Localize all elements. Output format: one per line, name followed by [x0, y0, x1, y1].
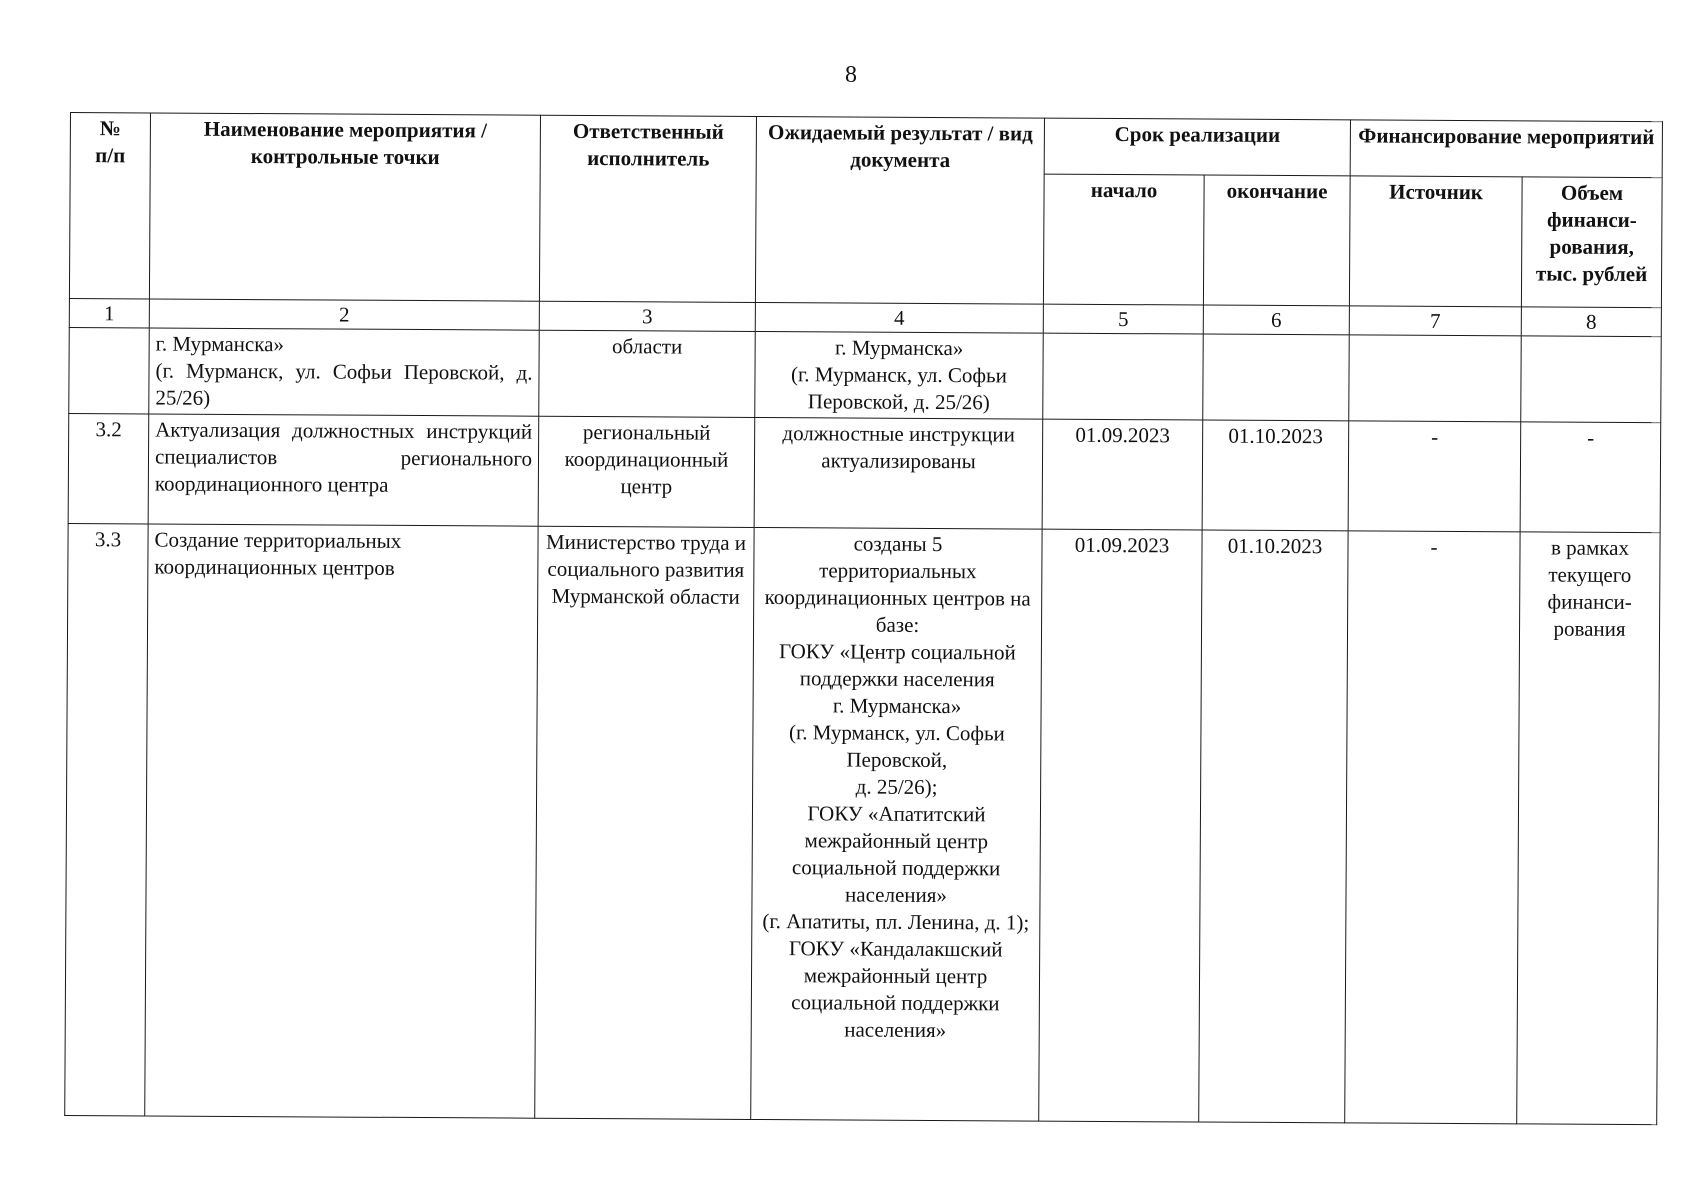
column-number: 6	[1203, 305, 1349, 335]
finance-volume	[1521, 336, 1661, 423]
row-number	[69, 327, 149, 413]
table-row	[65, 523, 1660, 1124]
column-number: 5	[1043, 304, 1203, 334]
event-name: г. Мурманска» (г. Мурманск, ул. Софьи Перовской, д. 25/26)	[149, 328, 539, 416]
event-result: г. Мурманска» (г. Мурманск, ул. Софьи Перовской, д. 25/26)	[755, 331, 1043, 419]
event-executor: области	[539, 330, 755, 417]
header-finance: Финансирование мероприятий	[1350, 120, 1662, 178]
event-result: созданы 5 территориальных координационных центров на базе: ГОКУ «Центр социальной поддержки населения г. Мурманска» (г. Мурманск, ул. Софьи Перовской, д. 25/26); ГОКУ «Апатитский межрайонный центр социальной поддержки населения» (г. Апатиты, пл. Ленина, д. 1); ГОКУ «Кандалакшский межрайонный центр социальной поддержки населения»	[751, 527, 1042, 1121]
column-number: 2	[149, 299, 539, 330]
events-table	[64, 112, 1663, 1125]
header-name: Наименование мероприятия / контрольные точки	[149, 113, 540, 301]
finance-source: -	[1345, 531, 1520, 1124]
finance-source	[1349, 335, 1521, 422]
header-period: Срок реализации	[1044, 118, 1350, 176]
event-end: 01.10.2023	[1199, 530, 1348, 1123]
event-end: 01.10.2023	[1202, 420, 1349, 531]
event-start	[1043, 333, 1203, 420]
header-number: № п/п	[69, 113, 150, 299]
column-number: 4	[755, 302, 1043, 333]
event-start: 01.09.2023	[1042, 419, 1203, 530]
event-start: 01.09.2023	[1039, 529, 1202, 1122]
finance-source: -	[1348, 421, 1521, 532]
header-result: Ожидаемый результат / вид документа	[755, 116, 1044, 304]
header-source: Источник	[1349, 176, 1522, 307]
event-executor: Министерство труда и социального развития Мурманской области	[535, 526, 754, 1119]
event-executor: региональный координационный центр	[538, 416, 755, 527]
row-number: 3.2	[68, 413, 149, 523]
header-volume: Объем финанси-рования, тыс. рублей	[1521, 177, 1662, 308]
event-end	[1203, 334, 1349, 421]
page-number: 8	[845, 62, 857, 88]
table-row	[68, 413, 1661, 532]
row-number: 3.3	[65, 523, 148, 1115]
column-number: 8	[1521, 307, 1661, 337]
header-end: окончание	[1203, 175, 1350, 306]
table-row	[69, 327, 1661, 422]
event-name: Актуализация должностных инструкций специалистов регионального координационного центра	[148, 414, 539, 526]
column-number: 1	[69, 298, 149, 327]
event-result: должностные инструкции актуализированы	[754, 417, 1043, 529]
header-start: начало	[1043, 174, 1204, 305]
column-number: 3	[539, 301, 755, 331]
header-executor: Ответственный исполнитель	[539, 115, 756, 302]
column-number: 7	[1349, 306, 1521, 336]
event-name: Создание территориальных координационных центров	[145, 524, 538, 1118]
finance-volume: в рамках текущего финанси-рования	[1517, 532, 1660, 1125]
finance-volume: -	[1520, 422, 1661, 533]
